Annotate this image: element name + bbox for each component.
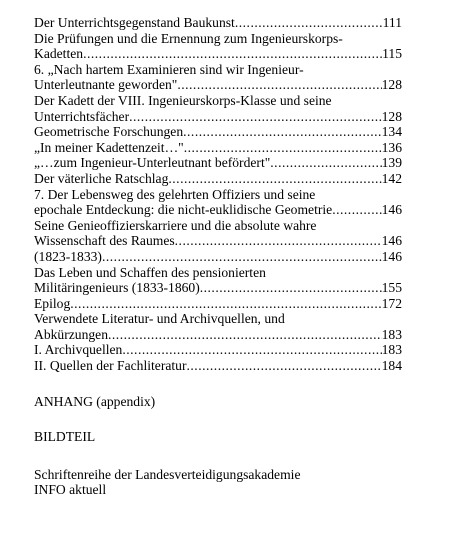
toc-entry-line: [34, 265, 402, 281]
toc-entry-title: 6. „Nach hartem Examinieren sind wir Ingenieur-: [34, 61, 304, 77]
toc-entry-last-line: [34, 155, 402, 171]
toc-entry-line: [34, 187, 402, 203]
dot-leader: [200, 280, 382, 296]
toc-entry: [34, 155, 402, 171]
toc-entry: [34, 218, 402, 249]
toc-entry: [34, 342, 402, 358]
toc-entry: [34, 140, 402, 156]
series-title: Schriftenreihe der Landesverteidigungsakademie: [34, 466, 301, 482]
toc-entry-title: Kadetten: [34, 46, 84, 62]
toc-entry-last-line: [34, 109, 402, 125]
toc-entry-last-line: [34, 296, 402, 312]
toc-entry: [34, 93, 402, 124]
dot-leader: [235, 15, 383, 31]
toc-entry: [34, 249, 402, 265]
toc-entry-title: „In meiner Kadettenzeit…": [34, 139, 184, 155]
toc-entry-last-line: [34, 327, 402, 343]
toc-entry-title: Der väterliche Ratschlag: [34, 170, 169, 186]
toc-entry-title: Unterrichtsfächer: [34, 108, 130, 124]
dot-leader: [102, 249, 382, 265]
series-block: [34, 467, 402, 498]
toc-entry: [34, 187, 402, 218]
toc-entry-last-line: [34, 233, 402, 249]
toc-page-number: 146: [381, 233, 402, 249]
dot-leader: [122, 342, 381, 358]
toc-entry: [34, 296, 402, 312]
dot-leader: [183, 124, 381, 140]
bildteil-heading: BILDTEIL: [34, 429, 96, 445]
toc-entry-title: 7. Der Lebensweg des gelehrten Offiziers und seine: [34, 186, 316, 202]
toc-entry: [34, 311, 402, 342]
toc-page-number: 184: [381, 358, 402, 374]
toc-entry-last-line: [34, 202, 402, 218]
toc-entry-title: Das Leben und Schaffen des pensionierten: [34, 264, 266, 280]
toc-entry-last-line: [34, 280, 402, 296]
toc-entry-title: II. Quellen der Fachliteratur: [34, 358, 187, 374]
toc-entry-last-line: [34, 249, 402, 265]
toc-entry-title: Der Kadett der VIII. Ingenieurskorps-Klasse und seine: [34, 92, 332, 108]
dot-leader: [129, 109, 382, 125]
toc-page-number: 111: [382, 15, 402, 30]
toc-page-number: 146: [381, 202, 402, 218]
toc-entry-title: I. Archivquellen: [34, 342, 123, 358]
toc-entry-line: [34, 62, 402, 78]
table-of-contents: [34, 15, 402, 374]
toc-page-number: 139: [381, 155, 402, 171]
toc-entry-title: Unterleutnante geworden": [34, 77, 178, 93]
toc-entry-last-line: [34, 358, 402, 374]
toc-page-number: 134: [381, 124, 402, 140]
toc-page-number: 136: [381, 139, 402, 155]
toc-entry-line: [34, 93, 402, 109]
toc-entry-title: Verwendete Literatur- und Archivquellen, und: [34, 311, 285, 327]
toc-entry-title: Militäringenieurs (1833-1860): [34, 280, 200, 296]
toc-page-number: 183: [381, 342, 402, 358]
dot-leader: [177, 77, 381, 93]
dot-leader: [175, 233, 382, 249]
toc-entry-last-line: [34, 15, 402, 31]
toc-entry: [34, 171, 402, 187]
toc-page-number: 183: [381, 326, 402, 342]
toc-page-number: 115: [382, 46, 402, 62]
toc-entry-title: Der Unterrichtsgegenstand Baukunst: [34, 15, 235, 30]
dot-leader: [184, 140, 382, 156]
series-subtitle: INFO aktuell: [34, 482, 107, 498]
toc-entry-last-line: [34, 46, 402, 62]
dot-leader: [70, 296, 381, 312]
toc-entry-line: [34, 218, 402, 234]
toc-entry-title: Seine Genieoffizierskarriere und die absolute wahre: [34, 217, 317, 233]
toc-entry-line: [34, 311, 402, 327]
toc-entry-last-line: [34, 140, 402, 156]
toc-page-number: 155: [381, 280, 402, 296]
toc-page-number: 142: [381, 170, 402, 186]
toc-entry-title: „…zum Ingenieur-Unterleutnant befördert": [34, 155, 271, 171]
toc-entry: [34, 62, 402, 93]
toc-entry-title: Die Prüfungen und die Ernennung zum Ingenieurskorps-: [34, 30, 343, 46]
toc-entry-line: [34, 31, 402, 47]
dot-leader: [332, 202, 381, 218]
toc-entry-last-line: [34, 124, 402, 140]
document-page: [34, 15, 402, 498]
toc-entry-title: (1823-1833): [34, 248, 102, 264]
toc-entry-title: Abkürzungen: [34, 326, 108, 342]
dot-leader: [83, 46, 382, 62]
toc-entry: [34, 358, 402, 374]
toc-entry-last-line: [34, 77, 402, 93]
toc-entry: [34, 31, 402, 62]
toc-entry: [34, 15, 402, 31]
toc-entry: [34, 265, 402, 296]
toc-entry-title: epochale Entdeckung: die nicht-euklidische Geometrie: [34, 202, 333, 218]
dot-leader: [168, 171, 381, 187]
dot-leader: [270, 155, 381, 171]
toc-entry: [34, 124, 402, 140]
toc-entry-title: Epilog: [34, 295, 71, 311]
toc-entry-title: Geometrische Forschungen: [34, 124, 184, 140]
toc-entry-title: Wissenschaft des Raumes: [34, 233, 175, 249]
toc-page-number: 146: [381, 248, 402, 264]
dot-leader: [187, 358, 382, 374]
toc-page-number: 128: [381, 108, 402, 124]
toc-page-number: 128: [381, 77, 402, 93]
toc-entry-last-line: [34, 342, 402, 358]
toc-entry-last-line: [34, 171, 402, 187]
anhang-heading: ANHANG (appendix): [34, 393, 156, 409]
toc-page-number: 172: [381, 295, 402, 311]
dot-leader: [108, 327, 382, 343]
